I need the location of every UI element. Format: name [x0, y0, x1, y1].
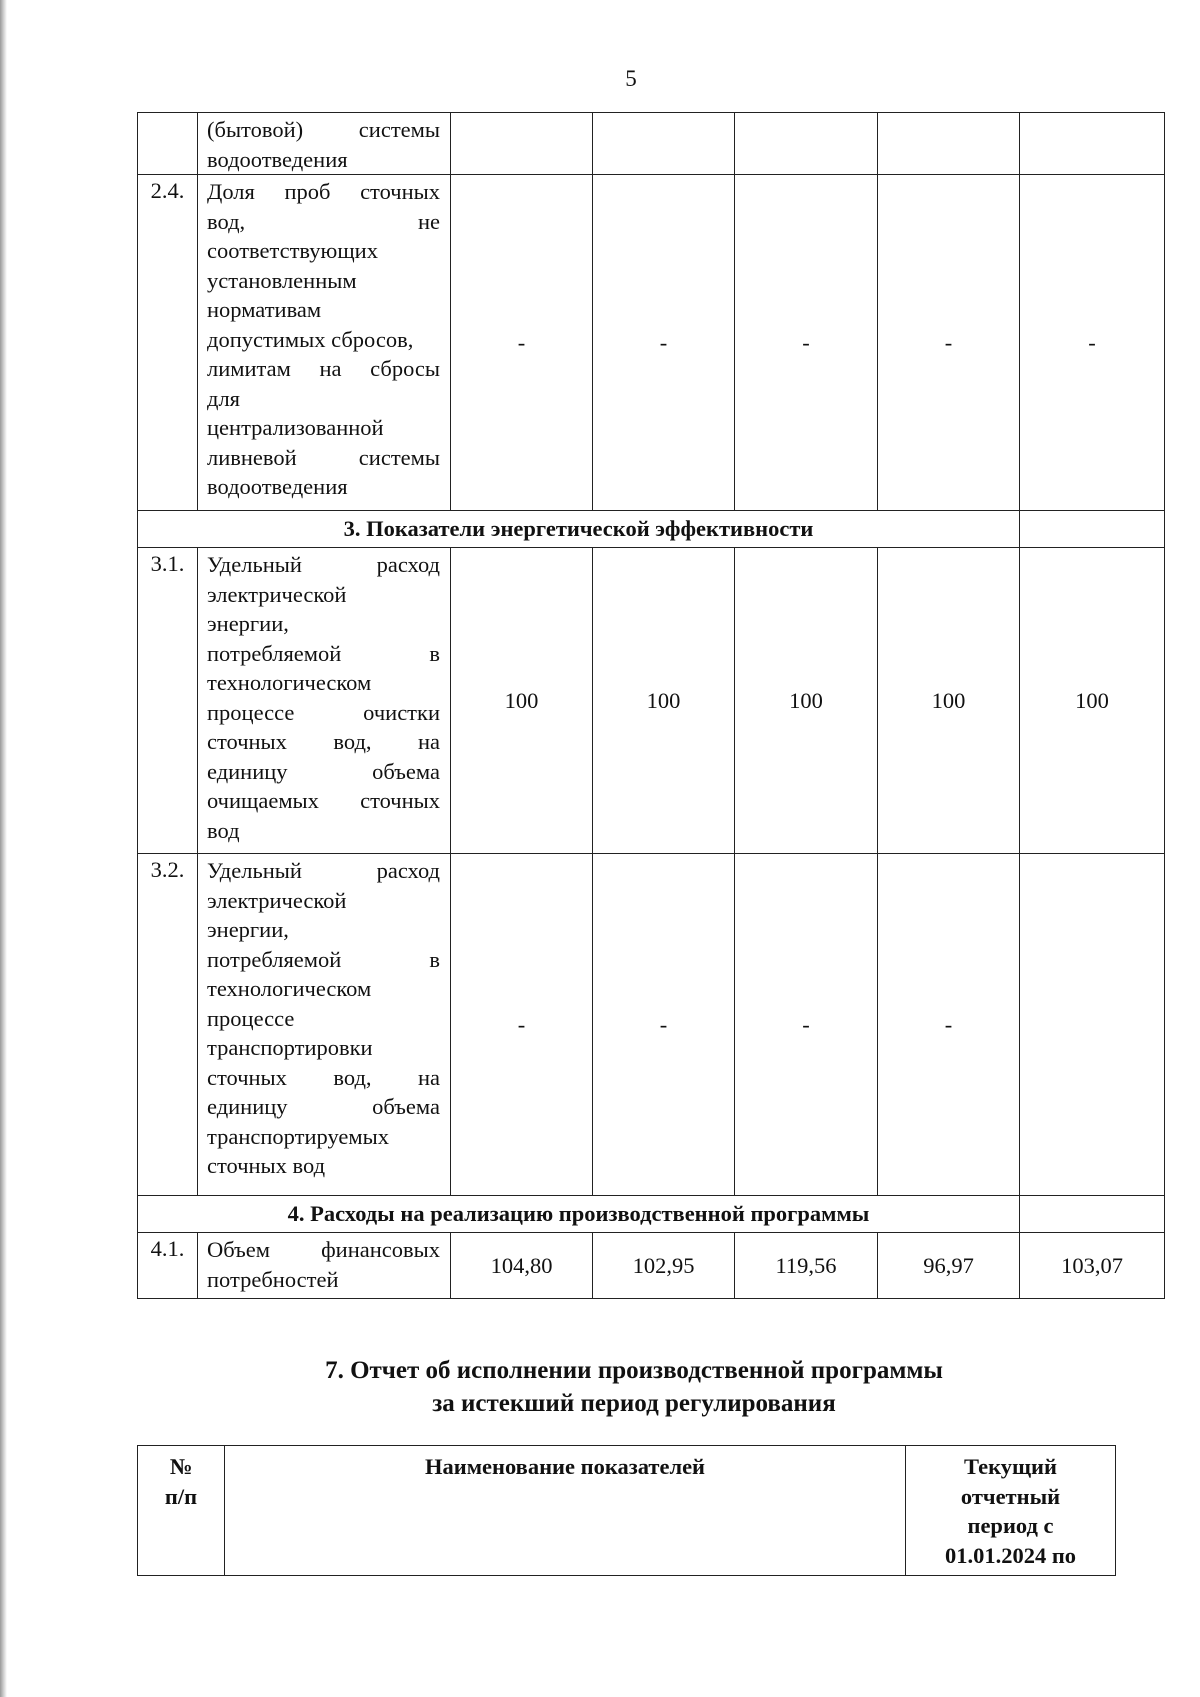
value-cell	[1020, 854, 1165, 1196]
indicator-name-line: единицу объема	[207, 758, 440, 784]
header-period-line: отчетный	[960, 1483, 1061, 1509]
indicator-name	[198, 1233, 451, 1299]
value-cell: -	[878, 854, 1020, 1196]
table-row	[138, 113, 1165, 175]
header-period-line: Текущий	[964, 1454, 1057, 1479]
value-cell: -	[735, 175, 878, 511]
header-current-period	[906, 1446, 1116, 1576]
value-cell	[451, 113, 593, 175]
row-number: 2.4.	[138, 175, 198, 511]
value-cell: -	[735, 854, 878, 1196]
indicator-name-line: процессе	[207, 1005, 295, 1031]
indicator-name-line: транспортируемых	[207, 1123, 389, 1149]
indicator-name-line: единицу объема	[207, 1094, 440, 1119]
indicator-name-line: лимитам на сбросы	[207, 356, 440, 381]
header-indicator-name: Наименование показателей	[225, 1446, 906, 1576]
value-cell: -	[593, 175, 735, 511]
value-cell	[735, 113, 878, 175]
indicator-name-line: транспортировки	[207, 1035, 373, 1060]
indicator-name-line: (бытовой) системы	[207, 117, 440, 142]
indicator-name-line: электрической	[207, 581, 347, 607]
indicator-name-line: потребностей	[207, 1266, 339, 1292]
indicator-name-line: потребляемой в	[207, 640, 440, 666]
indicator-name-line: Доля проб сточных	[207, 179, 440, 204]
indicator-name-line: Удельный расход	[207, 552, 440, 577]
indicator-name-line: допустимых сбросов,	[207, 326, 414, 352]
table-row	[138, 1233, 1165, 1299]
value-cell: 102,95	[593, 1233, 735, 1299]
indicator-name-line: соответствующих	[207, 238, 378, 263]
section-title-expenses: 4. Расходы на реализацию производственной программы	[138, 1196, 1020, 1233]
value-cell	[1020, 113, 1165, 175]
indicator-name-line: Удельный расход	[207, 858, 440, 883]
indicator-name-line: сточных вод, на	[207, 729, 440, 754]
table-row	[138, 175, 1165, 511]
value-cell: -	[593, 854, 735, 1196]
section-title-energy: 3. Показатели энергетической эффективности	[138, 511, 1020, 548]
header-period-line: 01.01.2024 по	[944, 1542, 1077, 1568]
indicator-name-line: Объем финансовых	[207, 1237, 440, 1262]
indicator-name-line: потребляемой в	[207, 946, 440, 972]
indicator-name-line: технологическом	[207, 976, 372, 1001]
indicator-name-line: нормативам	[207, 297, 322, 322]
indicator-name-line: вод	[207, 817, 240, 843]
section-empty-cell	[1020, 1196, 1165, 1233]
report-heading	[0, 1354, 1200, 1420]
value-cell: 100	[593, 548, 735, 854]
indicator-name-line: для	[207, 385, 241, 411]
value-cell: 100	[735, 548, 878, 854]
section-row	[138, 511, 1165, 548]
table-row	[138, 854, 1165, 1196]
indicator-name-line: централизованной	[207, 415, 384, 440]
row-number: 3.2.	[138, 854, 198, 1196]
value-cell: -	[878, 175, 1020, 511]
report-table	[137, 1445, 1116, 1576]
scan-edge	[0, 0, 7, 1697]
value-cell	[878, 113, 1020, 175]
indicator-name-line: сточных вод	[207, 1153, 326, 1178]
value-cell: -	[451, 175, 593, 511]
value-cell: -	[1020, 175, 1165, 511]
row-number: 4.1.	[138, 1233, 198, 1299]
header-number-line: №	[169, 1454, 193, 1479]
indicator-name-line: водоотведения	[207, 146, 348, 172]
indicator-name-line: установленным	[207, 267, 357, 293]
table-row	[138, 548, 1165, 854]
indicator-name-line: процессе очистки	[207, 699, 440, 725]
value-cell: 119,56	[735, 1233, 878, 1299]
indicator-name-line: энергии,	[207, 611, 289, 636]
indicator-name	[198, 854, 451, 1196]
header-number-line: п/п	[164, 1483, 198, 1509]
indicator-name-line: очищаемых сточных	[207, 788, 440, 813]
indicator-name-line: энергии,	[207, 917, 289, 942]
header-period-line: период с	[967, 1513, 1054, 1538]
header-number	[138, 1446, 225, 1576]
value-cell: 103,07	[1020, 1233, 1165, 1299]
indicator-name-line: вод, не	[207, 208, 440, 234]
indicator-name-line: сточных вод, на	[207, 1064, 440, 1090]
report-heading-line: 7. Отчет об исполнении производственной программы	[325, 1357, 943, 1384]
value-cell	[593, 113, 735, 175]
section-row	[138, 1196, 1165, 1233]
indicator-name-line: водоотведения	[207, 474, 348, 499]
report-header-row	[138, 1446, 1116, 1576]
indicator-name	[198, 548, 451, 854]
value-cell: 100	[451, 548, 593, 854]
section-empty-cell	[1020, 511, 1165, 548]
value-cell: 96,97	[878, 1233, 1020, 1299]
indicator-name	[198, 113, 451, 175]
value-cell: 100	[878, 548, 1020, 854]
value-cell: 104,80	[451, 1233, 593, 1299]
value-cell: -	[451, 854, 593, 1196]
row-number: 3.1.	[138, 548, 198, 854]
indicator-name-line: ливневой системы	[207, 444, 440, 470]
row-number	[138, 113, 198, 175]
indicator-name-line: электрической	[207, 887, 347, 913]
value-cell: 100	[1020, 548, 1165, 854]
indicator-name-line: технологическом	[207, 670, 372, 695]
report-heading-line: за истекший период регулирования	[432, 1390, 836, 1417]
indicators-table	[137, 112, 1165, 1299]
page-number: 5	[625, 66, 637, 91]
indicator-name	[198, 175, 451, 511]
